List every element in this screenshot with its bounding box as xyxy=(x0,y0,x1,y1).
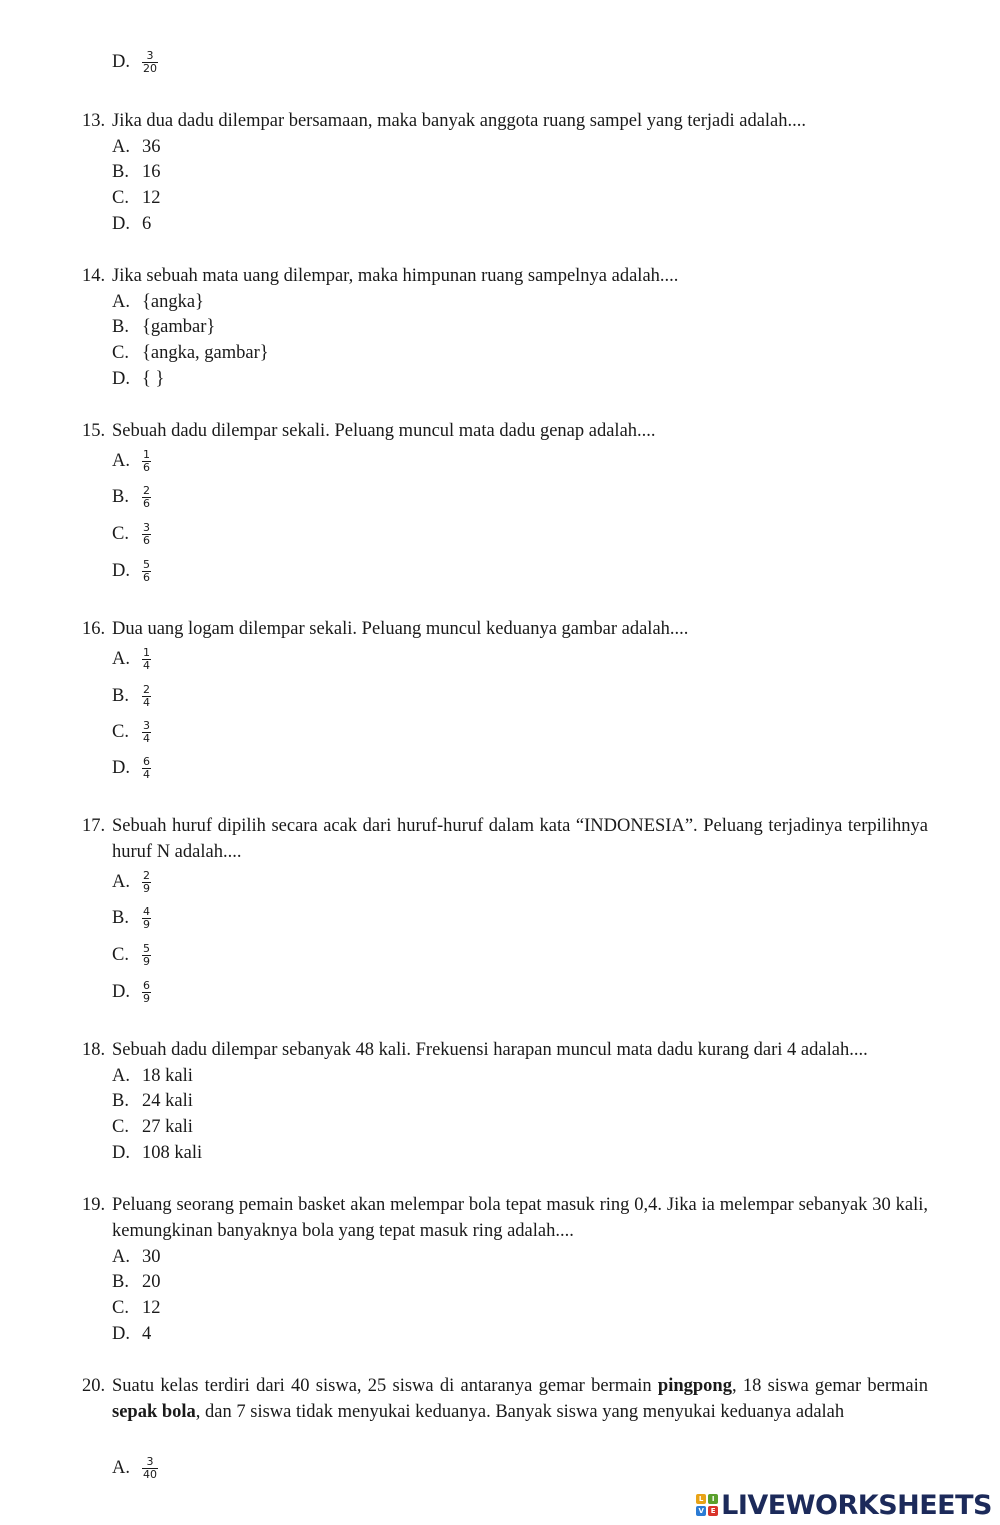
question-number: 19. xyxy=(82,1195,106,1215)
bold-term: pingpong xyxy=(657,1376,732,1396)
q15-option-b[interactable]: B. $\frac{2}{6}$ xyxy=(112,484,150,511)
fraction: $\frac{4}{9}$ xyxy=(143,905,150,932)
question-18 xyxy=(82,1038,928,1064)
question-text: Sebuah dadu dilempar sekali. Peluang muncul mata dadu genap adalah.... xyxy=(112,421,656,441)
fraction: $\frac{5}{9}$ xyxy=(143,942,150,969)
question-text: Dua uang logam dilempar sekali. Peluang muncul keduanya gambar adalah.... xyxy=(112,619,689,639)
q12-option-d[interactable]: D. $\frac{3}{20}$ xyxy=(112,49,157,76)
q19-option-a[interactable]: A. 30 xyxy=(112,1247,161,1267)
q18-option-c[interactable]: C. 27 kali xyxy=(112,1117,193,1137)
q19-option-d[interactable]: D. 4 xyxy=(112,1324,152,1344)
question-text: Jika dua dadu dilempar bersamaan, maka banyak anggota ruang sampel yang terjadi adalah.... xyxy=(112,111,807,131)
question-number: 14. xyxy=(82,266,106,286)
fraction: $\frac{2}{4}$ xyxy=(143,683,150,710)
q17-option-c[interactable]: C. $\frac{5}{9}$ xyxy=(112,942,150,969)
fraction: $\frac{3}{6}$ xyxy=(143,521,150,548)
question-15 xyxy=(82,419,928,445)
fraction: $\frac{6}{9}$ xyxy=(143,979,150,1006)
question-text: Sebuah dadu dilempar sebanyak 48 kali. Frekuensi harapan muncul mata dadu kurang dari 4 adalah.... xyxy=(112,1040,868,1060)
q16-option-c[interactable]: C. $\frac{3}{4}$ xyxy=(112,719,150,746)
q14-option-a[interactable]: A. {angka} xyxy=(112,292,204,312)
question-number: 18. xyxy=(82,1040,106,1060)
fraction: $\frac{3}{4}$ xyxy=(143,719,150,746)
q17-option-a[interactable]: A. $\frac{2}{9}$ xyxy=(112,869,150,896)
question-19 xyxy=(82,1193,928,1244)
question-number: 17. xyxy=(82,816,106,836)
fraction: $\frac{3}{20}$ xyxy=(143,49,157,76)
q15-option-d[interactable]: D. $\frac{5}{6}$ xyxy=(112,558,150,585)
question-number: 13. xyxy=(82,111,106,131)
q14-option-b[interactable]: B. {gambar} xyxy=(112,317,216,337)
q16-option-b[interactable]: B. $\frac{2}{4}$ xyxy=(112,683,150,710)
q13-option-d[interactable]: D. 6 xyxy=(112,214,152,234)
fraction: $\frac{1}{4}$ xyxy=(143,646,150,673)
q14-option-d[interactable]: D. { } xyxy=(112,369,165,389)
question-16 xyxy=(82,617,928,643)
q18-option-b[interactable]: B. 24 kali xyxy=(112,1091,193,1111)
q20-option-a[interactable]: A. $\frac{3}{40}$ xyxy=(112,1455,157,1482)
question-text: Peluang seorang pemain basket akan melempar bola tepat masuk ring 0,4. Jika ia melempar sebanyak 30 kali, kemungkinan banyaknya bola yang tepat masuk ring adalah.... xyxy=(112,1195,928,1241)
question-text: Sebuah huruf dipilih secara acak dari huruf-huruf dalam kata “INDONESIA”. Peluang terjadinya terpilihnya huruf N adalah.... xyxy=(112,816,928,862)
q15-option-c[interactable]: C. $\frac{3}{6}$ xyxy=(112,521,150,548)
brand-name: LIVEWORKSHEETS xyxy=(721,1489,992,1521)
question-20 xyxy=(82,1374,928,1425)
q13-option-b[interactable]: B. 16 xyxy=(112,162,161,182)
question-number: 20. xyxy=(82,1376,106,1396)
question-14 xyxy=(82,264,928,290)
fraction: $\frac{2}{6}$ xyxy=(143,484,150,511)
question-13 xyxy=(82,109,928,135)
q18-option-d[interactable]: D. 108 kali xyxy=(112,1143,203,1163)
fraction: $\frac{5}{6}$ xyxy=(143,558,150,585)
fraction: $\frac{6}{4}$ xyxy=(143,755,150,782)
q16-option-a[interactable]: A. $\frac{1}{4}$ xyxy=(112,646,150,673)
q16-option-d[interactable]: D. $\frac{6}{4}$ xyxy=(112,755,150,782)
question-text: Suatu kelas terdiri dari 40 siswa, 25 siswa di antaranya gemar bermain pingpong, 18 siswa gemar bermain sepak bola, dan 7 siswa tidak menyukai keduanya. Banyak siswa yang menyukai keduanya adalah xyxy=(112,1376,928,1422)
q17-option-d[interactable]: D. $\frac{6}{9}$ xyxy=(112,979,150,1006)
liveworksheets-logo[interactable] xyxy=(696,1490,992,1520)
q15-option-a[interactable]: A. $\frac{1}{6}$ xyxy=(112,448,150,475)
fraction: $\frac{1}{6}$ xyxy=(143,448,150,475)
q14-option-c[interactable]: C. {angka, gambar} xyxy=(112,343,269,363)
q13-option-c[interactable]: C. 12 xyxy=(112,188,161,208)
question-number: 15. xyxy=(82,421,106,441)
question-number: 16. xyxy=(82,619,106,639)
q19-option-c[interactable]: C. 12 xyxy=(112,1298,161,1318)
q13-option-a[interactable]: A. 36 xyxy=(112,137,161,157)
question-text: Jika sebuah mata uang dilempar, maka himpunan ruang sampelnya adalah.... xyxy=(112,266,679,286)
bold-term: sepak bola xyxy=(112,1401,196,1422)
q18-option-a[interactable]: A. 18 kali xyxy=(112,1066,193,1086)
fraction: $\frac{2}{9}$ xyxy=(143,869,150,896)
q19-option-b[interactable]: B. 20 xyxy=(112,1272,161,1292)
fraction: $\frac{3}{40}$ xyxy=(143,1455,157,1482)
q17-option-b[interactable]: B. $\frac{4}{9}$ xyxy=(112,905,150,932)
logo-icon: L I V E xyxy=(696,1494,718,1516)
question-17 xyxy=(82,814,928,865)
